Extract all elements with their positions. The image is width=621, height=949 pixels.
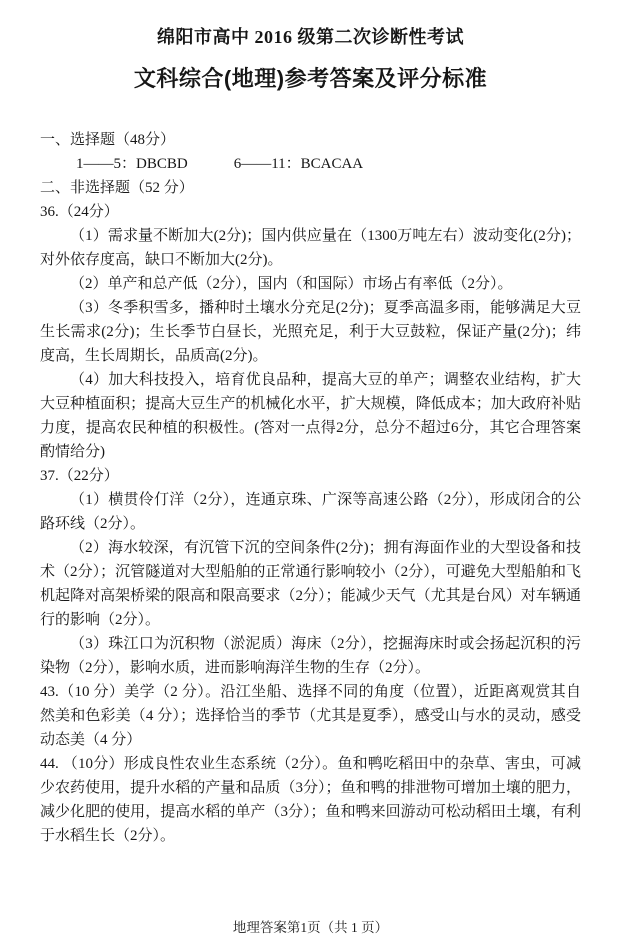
exam-title: 绵阳市高中 2016 级第二次诊断性考试: [157, 27, 464, 47]
section-choice-header: 一、选择题（48分）: [40, 132, 176, 148]
q37-answer-3: （3）珠江口为沉积物（淤泥质）海床（2分），挖掘海床时或会扬起沉积的污染物（2分），影响水质，进而影响海洋生物的生存（2分）。: [40, 636, 581, 676]
choice-answers-1-5: 1——5：DBCBD: [76, 156, 188, 172]
q36-answer-2: （2）单产和总产低（2分），国内（和国际）市场占有率低（2分）。: [70, 276, 513, 292]
answer-key-title: 文科综合(地理)参考答案及评分标准: [133, 66, 488, 91]
q36-answer-3: （3）冬季积雪多，播种时土壤水分充足(2分)；夏季高温多雨，能够满足大豆生长需求(2分)；生长季节白昼长，光照充足，利于大豆鼓粒，保证产量(2分)；纬度高，生长周期长，品质高(2分)。: [40, 300, 581, 364]
q37-answer-1: （1）横贯伶仃洋（2分），连通京珠、广深等高速公路（2分），形成闭合的公路环线（2分）。: [40, 492, 581, 532]
q37-answer-2: （2）海水较深，有沉管下沉的空间条件(2分)；拥有海面作业的大型设备和技术（2分）；沉管隧道对大型船舶的正常通行影响较小（2分），可避免大型船舶和飞机起降对高架桥梁的限高和限高要求（2分）；能减少天气（尤其是台风）对车辆通行的影响（2分）。: [40, 540, 581, 628]
choice-answers-6-11: 6——11：BCACAA: [233, 156, 364, 172]
q36-answer-4: （4）加大科技投入，培育优良品种，提高大豆的单产；调整农业结构，扩大大豆种植面积；提高大豆生产的机械化水平，扩大规模，降低成本；加大政府补贴力度，提高农民种植的积极性。(答对一点得2分，总分不超过6分，其它合理答案酌情给分): [40, 372, 581, 460]
section-nonchoice-header: 二、非选择题（52 分）: [40, 180, 194, 196]
q44-answer: 44. （10分）形成良性农业生态系统（2分）。鱼和鸭吃稻田中的杂草、害虫，可减少农药使用，提升水稻的产量和品质（3分）；鱼和鸭的排泄物可增加土壤的肥力，减少化肥的使用，提高水稻的单产（3分）；鱼和鸭来回游动可松动稻田土壤，有利于水稻生长（2分）。: [40, 756, 581, 844]
choice-answers-line: [40, 152, 581, 176]
q37-header: 37.（22分）: [40, 468, 119, 484]
q43-answer: 43.（10 分）美学（2 分）。沿江坐船、选择不同的角度（位置），近距离观赏其自然美和色彩美（4 分）；选择恰当的季节（尤其是夏季），感受山与水的灵动，感受动态美（4 分）: [40, 684, 581, 748]
document-body: [0, 93, 621, 848]
q36-answer-1: （1）需求量不断加大(2分)；国内供应量在（1300万吨左右）波动变化(2分)；对外依存度高，缺口不断加大(2分)。: [40, 228, 581, 268]
q36-header: 36.（24分）: [40, 204, 119, 220]
page-footer: 地理答案第1页（共 1 页）: [232, 920, 389, 935]
